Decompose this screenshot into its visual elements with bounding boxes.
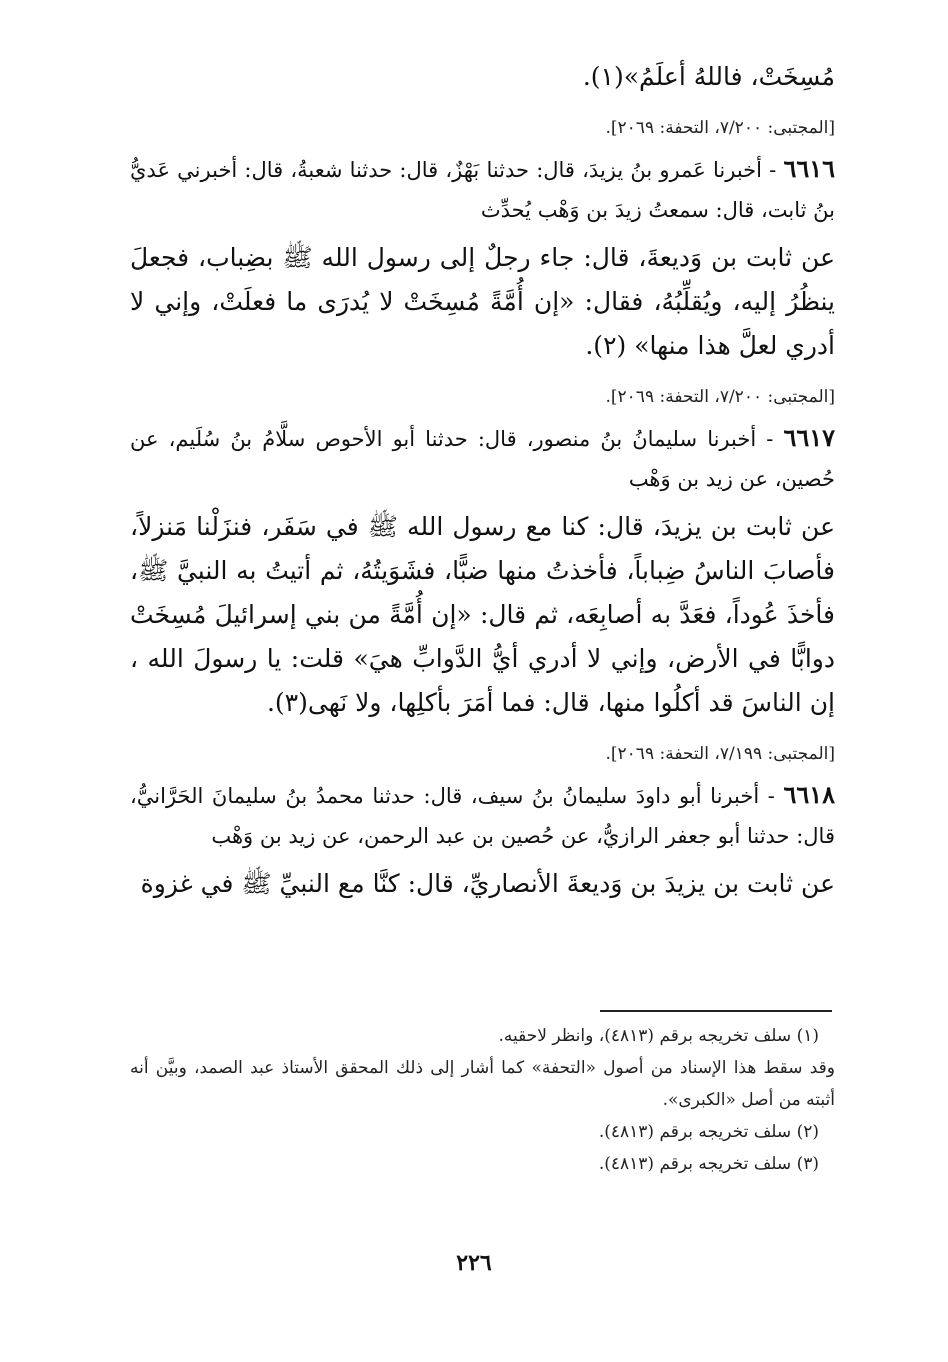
page-number: ٢٢٦ (456, 1250, 492, 1276)
footnote-1-continuation: وقد سقط هذا الإسناد من أصول «التحفة» كما أشار إلى ذلك المحقق الأستاذ عبد الصمد، وبيَّن أنه أثبته من أصل «الكبرى». (130, 1058, 835, 1110)
page-body (130, 55, 835, 906)
hadith-6616-matn: عن ثابت بن وَديعةَ، قال: جاء رجلٌ إلى رسول الله ﷺ بضِباب، فجعلَ ينظُرُ إليه، ويُقلِّبُهُ، فقال: «إن أُمَّةً مُسِخَتْ لا يُدرَى ما فعلَتْ، وإني لا أدري لعلَّ هذا منها» (٢). (130, 243, 835, 360)
footnotes (130, 1020, 835, 1180)
hadith-number: ٦٦١٧ (783, 423, 835, 452)
footnote-3: (٣) سلف تخريجه برقم (٤٨١٣). (598, 1154, 819, 1174)
reference-6617: [المجتبى: ٧/١٩٩، التحفة: ٢٠٦٩]. (605, 744, 835, 764)
footnote-1: (١) سلف تخريجه برقم (٤٨١٣)، وانظر لاحقيه. (498, 1026, 819, 1046)
hadith-number: ٦٦١٦ (783, 154, 835, 183)
isnad-text: - أخبرنا عَمرو بنُ يزيدَ، قال: حدثنا بَهْزٌ، قال: حدثنا شعبةُ، قال: أخبرني عَديُّ بنُ ثابت، قال: سمعتُ زيدَ بن وَهْب يُحدِّث (130, 158, 835, 222)
isnad-text: - أخبرنا أبو داودَ سليمانُ بنُ سيف، قال: حدثنا محمدُ بنُ سليمانَ الحَرَّانيُّ، قال: حدثنا أبو جعفر الرازيُّ، عن حُصين بن عبد الرحمن، عن زيد بن وَهْب (130, 784, 835, 848)
footnote-2: (٢) سلف تخريجه برقم (٤٨١٣). (598, 1122, 819, 1142)
reference-6616: [المجتبى: ٧/٢٠٠، التحفة: ٢٠٦٩]. (605, 387, 835, 407)
isnad-text: - أخبرنا سليمانُ بنُ منصور، قال: حدثنا أبو الأحوص سلَّامُ بنُ سُلَيم، عن حُصين، عن زيد بن وَهْب (130, 427, 835, 491)
continuation-line: مُسِخَتْ، فاللهُ أعلَمُ»(١). (582, 62, 835, 91)
hadith-6618-isnad (130, 775, 835, 856)
hadith-6618-matn: عن ثابت بن يزيدَ بن وَديعةَ الأنصاريِّ، قال: كنَّا مع النبيِّ ﷺ في غزوة (140, 869, 835, 898)
hadith-6617-matn: عن ثابت بن يزيدَ، قال: كنا مع رسول الله ﷺ في سَفَر، فنزَلْنا مَنزلاً، فأصابَ الناسُ ضِباباً، فأخذتُ منها ضبًّا، فشَوَيتُهُ، ثم أتيتُ به النبيَّ ﷺ، فأخذَ عُوداً، فعَدَّ به أصابِعَه، ثم قال: «إن أُمَّةً من بني إسرائيلَ مُسِخَتْ دوابًّا في الأرض، وإني لا أدري أيُّ الدَّوابِّ هيَ» قلت: يا رسولَ الله ، إن الناسَ قد أكلُوا منها، قال: فما أمَرَ بأكلِها، ولا نَهى(٣). (130, 512, 835, 717)
hadith-6617-isnad (130, 418, 835, 499)
hadith-number: ٦٦١٨ (783, 780, 835, 809)
footnote-divider (600, 1010, 832, 1012)
hadith-6616-isnad (130, 149, 835, 230)
reference-6615: [المجتبى: ٧/٢٠٠، التحفة: ٢٠٦٩]. (605, 118, 835, 138)
